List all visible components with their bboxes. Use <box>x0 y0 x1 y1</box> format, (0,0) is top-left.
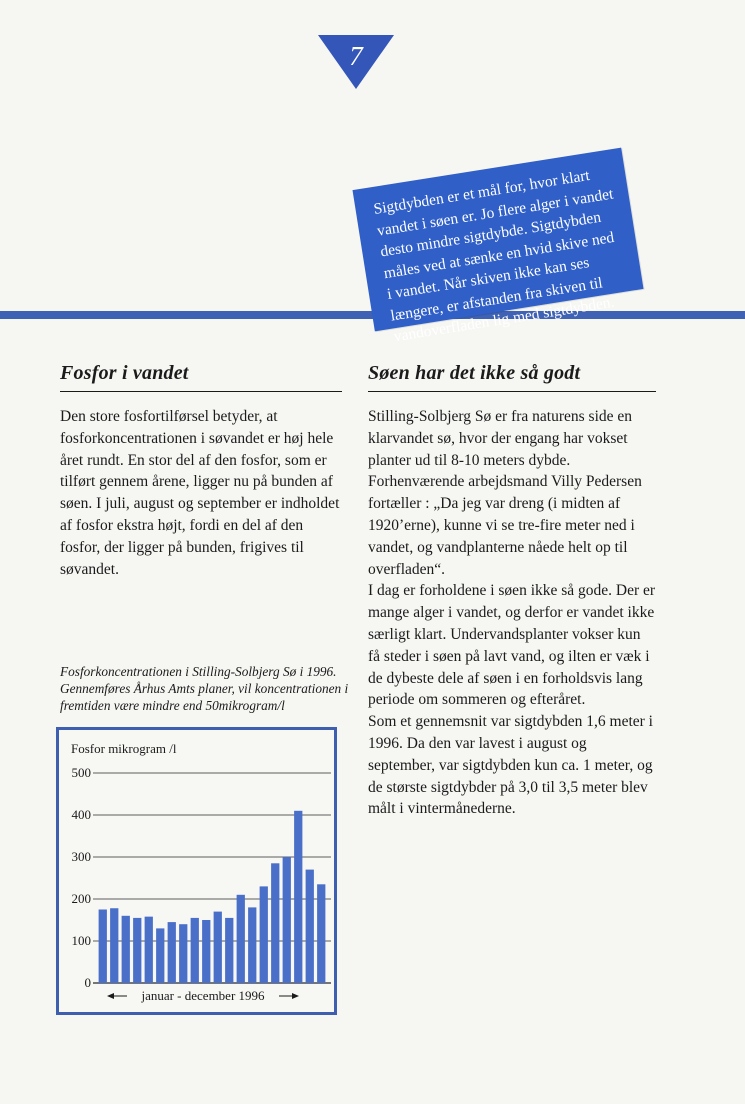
chart-bar <box>110 908 118 983</box>
chart-bar <box>271 863 279 983</box>
chart-bar <box>283 857 291 983</box>
right-paragraph-2: I dag er forholdene i søen ikke så gode. Der er mange alger i vandet, og derfor er vandet ikke særligt klart. Undervandsplanter vokser kun få steder i søen på lavt vand, og ilten er væk i de dybeste dele af søen i en forholdsvis lang periode om sommeren og efteråret. <box>368 582 656 709</box>
chart-bar <box>214 912 222 983</box>
right-body <box>368 406 656 820</box>
chart-bar <box>191 918 199 983</box>
left-paragraph: Den store fosfortilførsel betyder, at fosforkoncentrationen i søvandet er høj hele året rundt. En stor del af den fosfor, som er tilført gennem årene, ligger nu på bunden af søen. I juli, august og september er indholdet af fosfor ekstra højt, fordi en del af den fosfor, der ligger på bunden, frigives til søvandet. <box>60 408 340 578</box>
chart-bar <box>133 918 141 983</box>
left-heading: Fosfor i vandet <box>60 362 342 392</box>
chart-y-tick-label: 0 <box>84 975 91 990</box>
chart-y-tick-label: 500 <box>71 765 91 780</box>
chart-y-axis-title: Fosfor mikrogram /l <box>71 741 177 756</box>
chart-bar <box>122 916 130 983</box>
chart-y-tick-label: 100 <box>71 933 91 948</box>
chart-bar <box>179 924 187 983</box>
left-column <box>60 362 342 580</box>
chart-bar <box>225 918 233 983</box>
chart-x-arrow-right-head <box>292 993 299 999</box>
page-number-tab <box>318 35 394 89</box>
chart-bar <box>145 917 153 983</box>
right-column <box>368 362 656 820</box>
chart-bar <box>99 910 107 984</box>
chart-bar <box>202 920 210 983</box>
chart-bar <box>248 907 256 983</box>
phosphorus-bar-chart <box>59 730 334 1012</box>
chart-bar <box>306 870 314 983</box>
left-body <box>60 406 342 580</box>
right-paragraph-3: Som et gennemsnit var sigtdybden 1,6 meter i 1996. Da den var lavest i august og september, var sigtdybden kun ca. 1 meter, og de største sigtdybder på 3,0 til 3,5 meter blev målt i vintermånederne. <box>368 713 653 818</box>
chart-bar <box>317 884 325 983</box>
right-heading: Søen har det ikke så godt <box>368 362 656 392</box>
chart-x-axis-label: januar - december 1996 <box>141 988 265 1003</box>
chart-bar <box>156 928 164 983</box>
page-number: 7 <box>349 41 363 71</box>
figure-caption-text: Fosforkoncentrationen i Stilling-Solbjerg Sø i 1996. Gennemføres Århus Amts planer, vil koncentrationen i fremtiden være mindre end 50mikrogram/l <box>60 664 349 713</box>
phosphorus-chart-frame <box>56 727 337 1015</box>
chart-y-tick-label: 200 <box>71 891 91 906</box>
callout-text: Sigtdybden er et mål for, hvor klart vandet i søen er. Jo flere alger i vandet desto mindre sigtdybde. Sigtdybden måles ved at sænke en hvid skive ned i vandet. Når skiven ikke kan ses længere, er afstanden fra skiven til vandoverfladen lig med sigtdybden. <box>372 166 616 346</box>
chart-bar <box>294 811 302 983</box>
chart-bar <box>237 895 245 983</box>
chart-y-tick-label: 400 <box>71 807 91 822</box>
figure-caption <box>60 663 350 714</box>
chart-bar <box>168 922 176 983</box>
sigtdybde-callout-box <box>352 148 643 346</box>
chart-bar <box>260 886 268 983</box>
chart-x-arrow-left-head <box>107 993 114 999</box>
chart-y-tick-label: 300 <box>71 849 91 864</box>
right-paragraph-1: Stilling-Solbjerg Sø er fra naturens side en klarvandet sø, hvor der engang har vokset planter ud til 8-10 meters dybde. Forhenværende arbejdsmand Villy Pedersen fortæller : „Da jeg var dreng (i midten af 1920’erne), kunne vi se tre-fire meter ned i vandet, og vandplanterne nåede helt op til overfladen“. <box>368 408 642 578</box>
